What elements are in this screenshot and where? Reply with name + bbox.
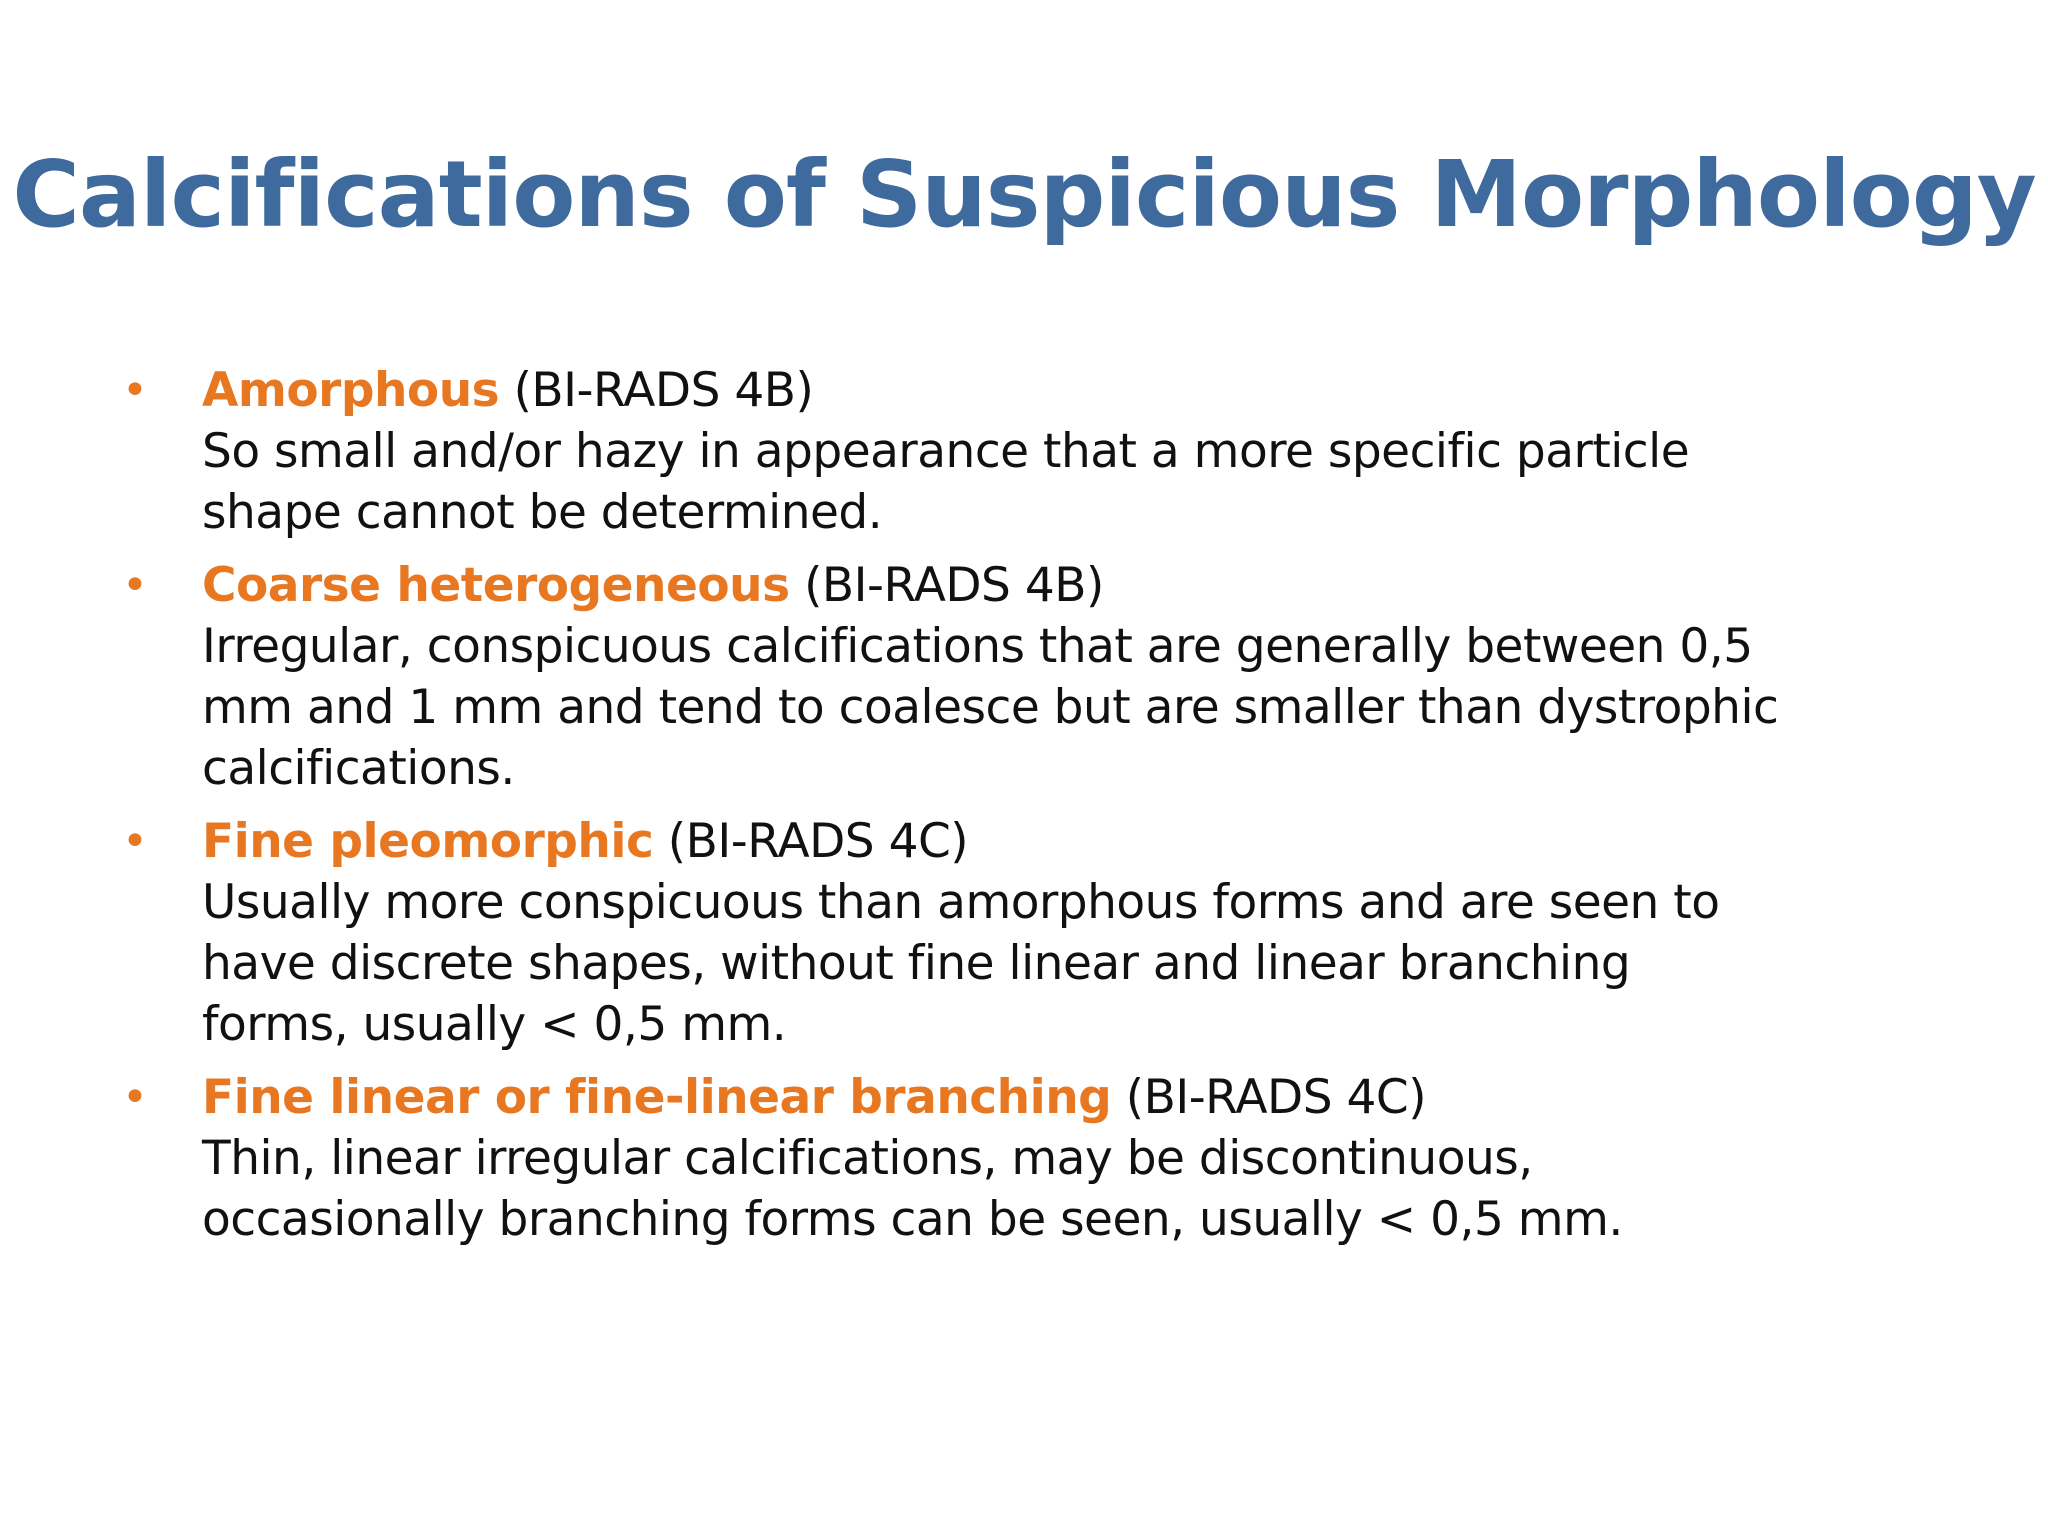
bullet-description-line: Usually more conspicuous than amorphous forms and are seen to bbox=[202, 875, 1720, 930]
bullet-description-line: So small and/or hazy in appearance that a more specific particle bbox=[202, 424, 1690, 479]
slide-title: Calcifications of Suspicious Morphology bbox=[12, 141, 2036, 248]
bullet-item-amorphous bbox=[122, 360, 1972, 543]
bullet-grade: (BI-RADS 4B) bbox=[789, 558, 1104, 613]
bullet-term: Coarse heterogeneous bbox=[202, 558, 790, 613]
bullet-heading bbox=[202, 811, 1972, 872]
bullet-description-line: calcifications. bbox=[202, 741, 515, 796]
bullet-heading bbox=[202, 1067, 1972, 1128]
bullet-description-line: have discrete shapes, without fine linear and linear branching bbox=[202, 936, 1631, 991]
bullet-term: Fine pleomorphic bbox=[202, 814, 654, 869]
bullet-grade: (BI-RADS 4C) bbox=[1111, 1070, 1427, 1125]
bullet-description-line: shape cannot be determined. bbox=[202, 485, 883, 540]
bullet-description-line: Irregular, conspicuous calcifications that are generally between 0,5 bbox=[202, 619, 1753, 674]
bullet-term: Fine linear or fine-linear branching bbox=[202, 1070, 1112, 1125]
bullet-description-line: occasionally branching forms can be seen, usually < 0,5 mm. bbox=[202, 1192, 1623, 1247]
bullet-icon: • bbox=[122, 1072, 148, 1123]
bullet-term: Amorphous bbox=[202, 363, 500, 418]
bullet-heading bbox=[202, 360, 1972, 421]
bullet-heading bbox=[202, 555, 1972, 616]
bullet-description-line: forms, usually < 0,5 mm. bbox=[202, 997, 787, 1052]
bullet-icon: • bbox=[122, 816, 148, 867]
bullet-list bbox=[122, 360, 1972, 1262]
bullet-item-fine-pleomorphic bbox=[122, 811, 1972, 1055]
bullet-grade: (BI-RADS 4C) bbox=[653, 814, 969, 869]
bullet-item-fine-linear-branching bbox=[122, 1067, 1972, 1250]
bullet-item-coarse-heterogeneous bbox=[122, 555, 1972, 799]
bullet-description-line: mm and 1 mm and tend to coalesce but are smaller than dystrophic bbox=[202, 680, 1779, 735]
bullet-icon: • bbox=[122, 560, 148, 611]
bullet-description-line: Thin, linear irregular calcifications, may be discontinuous, bbox=[202, 1131, 1533, 1186]
bullet-icon: • bbox=[122, 365, 148, 416]
bullet-grade: (BI-RADS 4B) bbox=[499, 363, 814, 418]
